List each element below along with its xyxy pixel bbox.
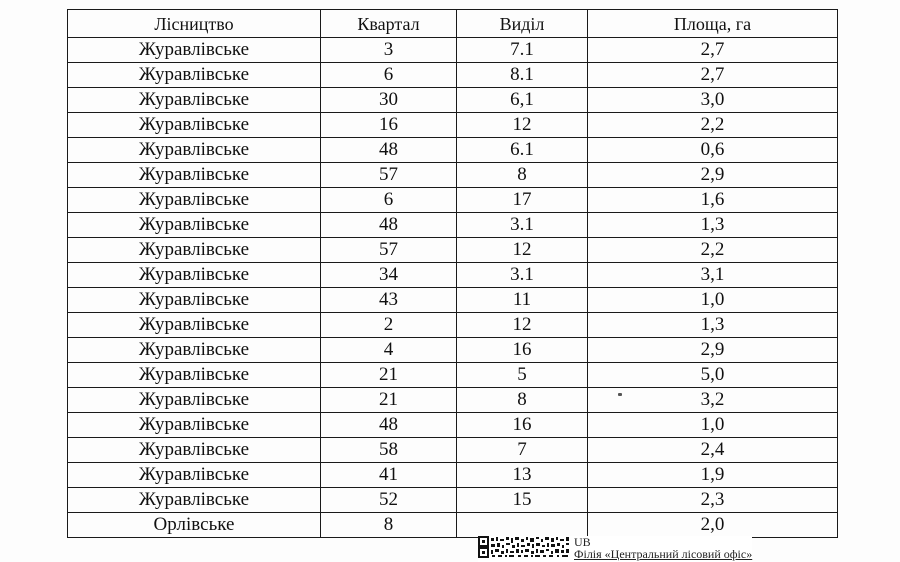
cell-section: 8	[457, 388, 588, 413]
cell-quarter: 34	[321, 263, 457, 288]
cell-area: 3,2	[588, 388, 838, 413]
cell-area: 1,0	[588, 288, 838, 313]
cell-forestry: Журавлівське	[68, 388, 321, 413]
table-row	[68, 438, 838, 463]
cell-section: 16	[457, 338, 588, 363]
cell-quarter: 4	[321, 338, 457, 363]
cell-area: 2,7	[588, 38, 838, 63]
cell-quarter: 21	[321, 388, 457, 413]
cell-quarter: 48	[321, 138, 457, 163]
cell-area: 2,7	[588, 63, 838, 88]
cell-quarter: 57	[321, 238, 457, 263]
cell-section: 7	[457, 438, 588, 463]
table-row	[68, 188, 838, 213]
cell-quarter: 48	[321, 213, 457, 238]
cell-area: 3,0	[588, 88, 838, 113]
header-area: Площа, га	[588, 10, 838, 38]
cell-forestry: Орлівське	[68, 513, 321, 538]
cell-section: 15	[457, 488, 588, 513]
qr-code-icon	[478, 536, 570, 558]
cell-forestry: Журавлівське	[68, 313, 321, 338]
cell-section: 12	[457, 113, 588, 138]
cell-forestry: Журавлівське	[68, 338, 321, 363]
table-row	[68, 238, 838, 263]
cell-section: 8.1	[457, 63, 588, 88]
cell-section: 11	[457, 288, 588, 313]
table-row	[68, 63, 838, 88]
cell-quarter: 41	[321, 463, 457, 488]
cell-area: 2,2	[588, 238, 838, 263]
cell-quarter: 16	[321, 113, 457, 138]
table-row	[68, 388, 838, 413]
cell-section: 7.1	[457, 38, 588, 63]
cell-section: 12	[457, 238, 588, 263]
cell-quarter: 3	[321, 38, 457, 63]
cell-area: 3,1	[588, 263, 838, 288]
table-row	[68, 413, 838, 438]
cell-section: 17	[457, 188, 588, 213]
cell-area: 5,0	[588, 363, 838, 388]
cell-area: 2,4	[588, 438, 838, 463]
cell-section	[457, 513, 588, 538]
cell-quarter: 2	[321, 313, 457, 338]
cell-forestry: Журавлівське	[68, 463, 321, 488]
cell-area: 1,9	[588, 463, 838, 488]
cell-section: 3.1	[457, 263, 588, 288]
table-row	[68, 263, 838, 288]
cell-section: 5	[457, 363, 588, 388]
cell-forestry: Журавлівське	[68, 438, 321, 463]
cell-area: 1,3	[588, 213, 838, 238]
table-row	[68, 463, 838, 488]
stamp-organization: Філія «Центральний лісовий офіс»	[574, 547, 753, 561]
cell-section: 6,1	[457, 88, 588, 113]
cell-quarter: 52	[321, 488, 457, 513]
cell-forestry: Журавлівське	[68, 363, 321, 388]
cell-forestry: Журавлівське	[68, 288, 321, 313]
table-row	[68, 163, 838, 188]
cell-section: 12	[457, 313, 588, 338]
cell-forestry: Журавлівське	[68, 138, 321, 163]
cell-forestry: Журавлівське	[68, 188, 321, 213]
table-row	[68, 338, 838, 363]
cell-quarter: 58	[321, 438, 457, 463]
cell-quarter: 6	[321, 188, 457, 213]
cell-forestry: Журавлівське	[68, 213, 321, 238]
header-forestry: Лісництво	[68, 10, 321, 38]
cell-section: 8	[457, 163, 588, 188]
stamp-code: UB	[574, 535, 591, 549]
digital-signature-stamp	[478, 536, 752, 562]
cell-area: 2,3	[588, 488, 838, 513]
table-row	[68, 513, 838, 538]
cell-forestry: Журавлівське	[68, 38, 321, 63]
cell-quarter: 21	[321, 363, 457, 388]
cell-section: 16	[457, 413, 588, 438]
cell-area: 0,6	[588, 138, 838, 163]
stamp-text	[574, 536, 752, 560]
cell-section: 6.1	[457, 138, 588, 163]
cell-quarter: 48	[321, 413, 457, 438]
forest-plots-table	[67, 9, 838, 538]
table-body	[68, 38, 838, 538]
cell-area: 2,9	[588, 338, 838, 363]
cell-quarter: 57	[321, 163, 457, 188]
cell-forestry: Журавлівське	[68, 263, 321, 288]
table-row	[68, 88, 838, 113]
cell-forestry: Журавлівське	[68, 63, 321, 88]
table-row	[68, 213, 838, 238]
cell-quarter: 8	[321, 513, 457, 538]
table-row	[68, 488, 838, 513]
scan-speck	[618, 393, 622, 396]
table-row	[68, 363, 838, 388]
cell-forestry: Журавлівське	[68, 238, 321, 263]
cell-area: 1,3	[588, 313, 838, 338]
cell-forestry: Журавлівське	[68, 163, 321, 188]
header-quarter: Квартал	[321, 10, 457, 38]
cell-section: 13	[457, 463, 588, 488]
cell-quarter: 43	[321, 288, 457, 313]
table-row	[68, 38, 838, 63]
cell-quarter: 30	[321, 88, 457, 113]
table-row	[68, 113, 838, 138]
table-row	[68, 138, 838, 163]
table-row	[68, 313, 838, 338]
cell-area: 1,6	[588, 188, 838, 213]
cell-forestry: Журавлівське	[68, 113, 321, 138]
cell-forestry: Журавлівське	[68, 413, 321, 438]
table-row	[68, 288, 838, 313]
cell-forestry: Журавлівське	[68, 88, 321, 113]
cell-area: 1,0	[588, 413, 838, 438]
table-header-row	[68, 10, 838, 38]
cell-area: 2,9	[588, 163, 838, 188]
cell-section: 3.1	[457, 213, 588, 238]
cell-quarter: 6	[321, 63, 457, 88]
header-section: Виділ	[457, 10, 588, 38]
cell-area: 2,2	[588, 113, 838, 138]
cell-area: 2,0	[588, 513, 838, 538]
cell-forestry: Журавлівське	[68, 488, 321, 513]
